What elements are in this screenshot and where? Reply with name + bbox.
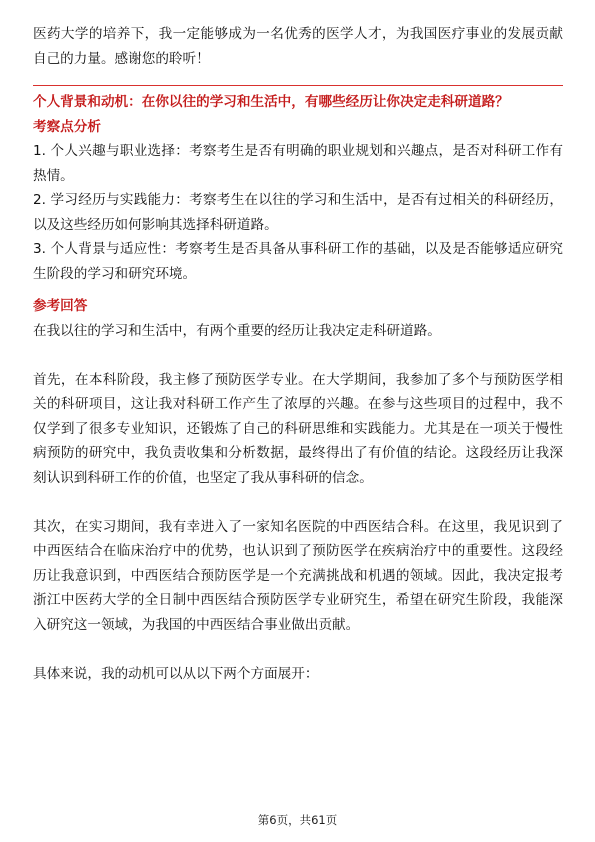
answer-paragraph: 具体来说，我的动机可以从以下两个方面展开： [33,665,319,682]
answer-paragraph: 其次，在实习期间，我有幸进入了一家知名医院的中西医结合科。在这里，我见识到了中西医结合在临床治疗中的优势，也认识到了预防医学在疾病治疗中的重要性。这段经历让我意识到，中西医结合预防医学是一个充满挑战和机遇的领域。因此，我决定报考浙江中医药大学的全日制中西医结合预防医学专业研究生，希望在研究生阶段，我能深入研究这一领域，为我国的中西医结合事业做出贡献。 [33,518,563,633]
page-content [33,22,563,686]
analysis-point: 3. 个人背景与适应性：考察考生是否具备从事科研工作的基础，以及是否能够适应研究生阶段的学习和研究环境。 [33,241,563,282]
spacer [33,343,563,368]
answer-paragraph: 在我以往的学习和生活中，有两个重要的经历让我决定走科研道路。 [33,322,441,339]
answer-heading: 参考回答 [33,298,88,314]
analysis-point: 2. 学习经历与实践能力：考察考生在以往的学习和生活中，是否有过相关的科研经历，以及这些经历如何影响其选择科研道路。 [33,192,563,233]
question-section [33,85,563,686]
spacer [33,286,563,294]
analysis-point: 1. 个人兴趣与职业选择：考察考生是否有明确的职业规划和兴趣点，是否对科研工作有热情。 [33,143,563,184]
question-title: 个人背景和动机：在你以往的学习和生活中，有哪些经历让你决定走科研道路？ [33,94,509,110]
answer-paragraph: 首先，在本科阶段，我主修了预防医学专业。在大学期间，我参加了多个与预防医学相关的科研项目，这让我对科研工作产生了浓厚的兴趣。在参与这些项目的过程中，我不仅学到了很多专业知识，还锻炼了自己的科研思维和实践能力。尤其是在一项关于慢性病预防的研究中，我负责收集和分析数据，最终得出了有价值的结论。这段经历让我深刻认识到科研工作的价值，也坚定了我从事科研的信念。 [33,371,563,486]
spacer [33,637,563,662]
analysis-heading: 考察点分析 [33,118,101,135]
page-number: 第6页，共61页 [257,813,338,827]
spacer [33,490,563,515]
intro-paragraph: 医药大学的培养下，我一定能够成为一名优秀的医学人才，为我国医疗事业的发展贡献自己的力量。感谢您的聆听！ [33,26,563,67]
